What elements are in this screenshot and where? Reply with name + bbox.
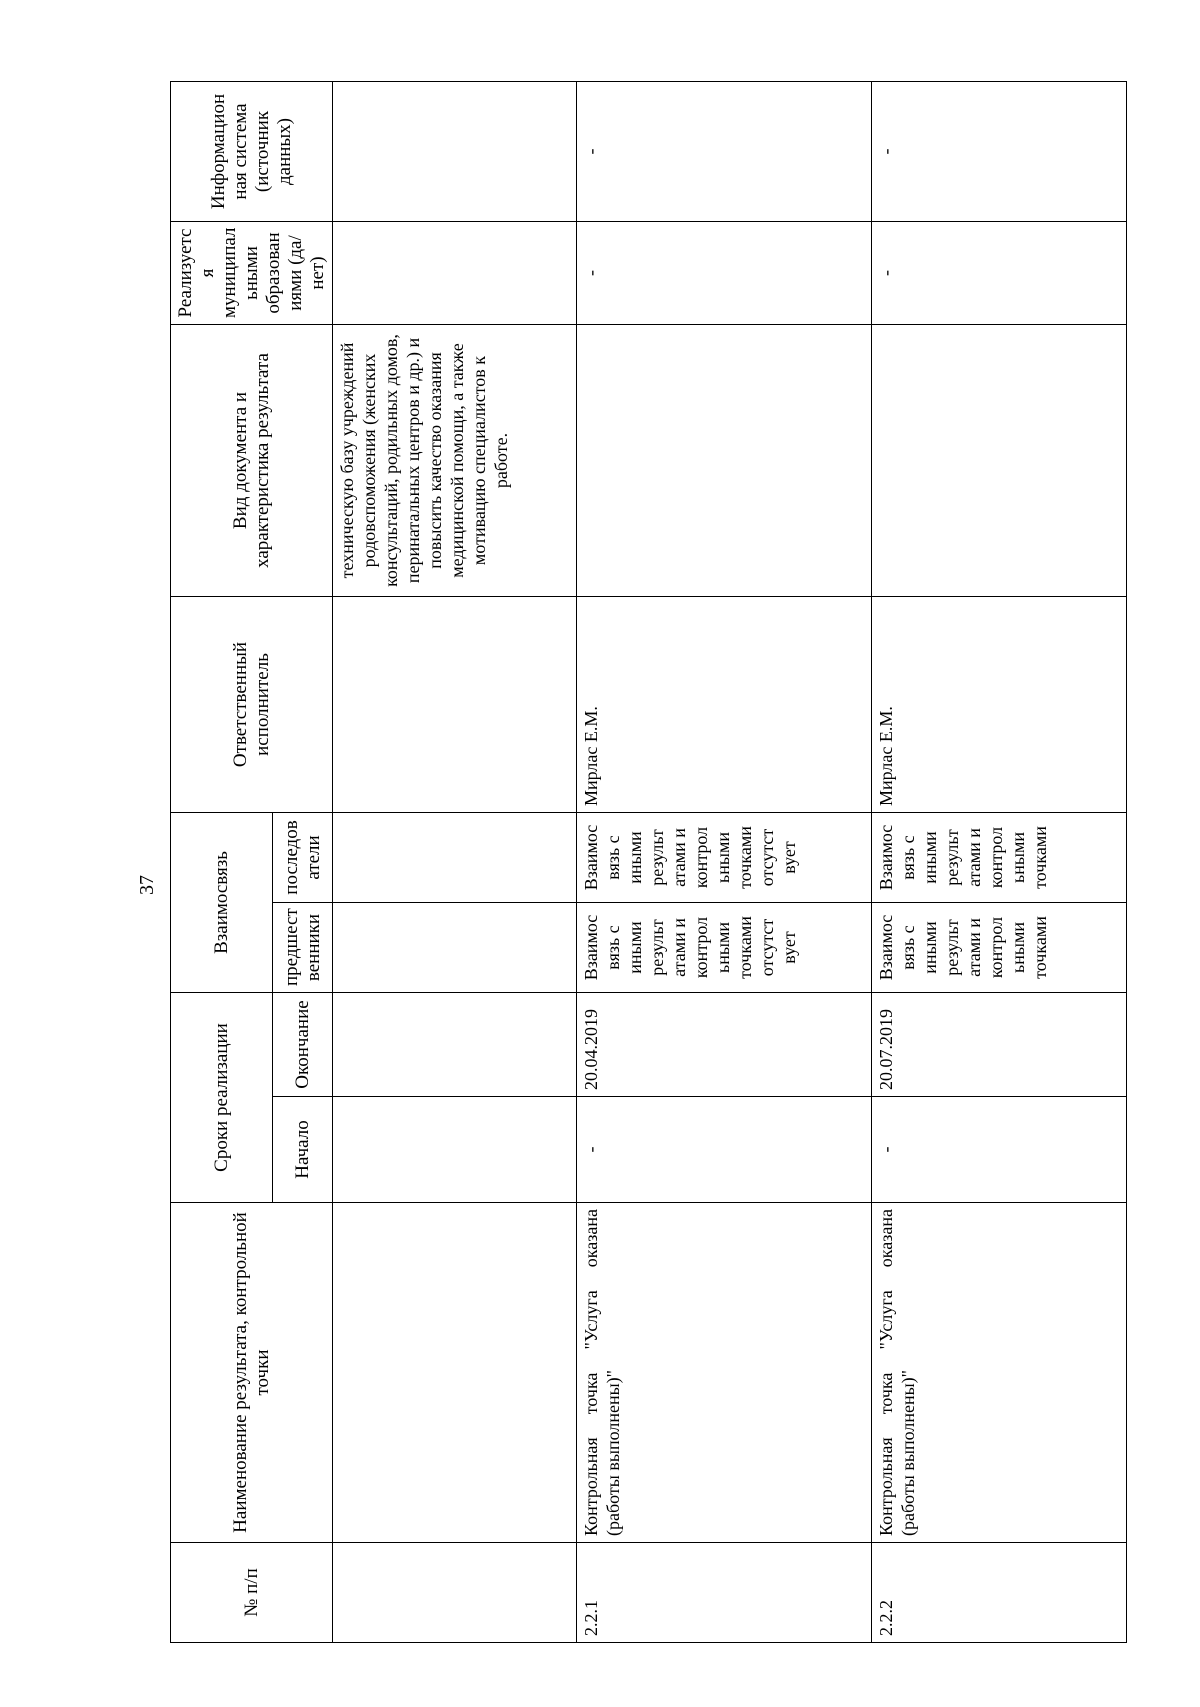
header-info-system: Информацион ная система (источник данных) <box>171 82 333 222</box>
table-row <box>577 82 872 1643</box>
cell-municipal: - <box>577 222 872 325</box>
header-num: № п/п <box>171 1543 333 1643</box>
header-relation: Взаимосвязь <box>171 813 273 993</box>
cell-end: 20.04.2019 <box>577 993 872 1097</box>
header-name: Наименование результата, контрольной точки <box>171 1203 333 1543</box>
cell-successors: Взаимос вязь с иными результ атами и контрол ьными точками отсутст вует <box>577 813 872 903</box>
plan-table <box>170 81 1127 1643</box>
cell-predecessors: Взаимос вязь с иными результ атами и контрол ьными точками <box>872 903 1127 993</box>
cell-responsible: Мирлас Е.М. <box>872 597 1127 813</box>
table-row <box>333 82 577 1643</box>
rotated-table-container <box>170 82 1126 1643</box>
cell-responsible <box>333 597 577 813</box>
header-doc-type: Вид документа и характеристика результата <box>171 325 333 597</box>
cell-end <box>333 993 577 1097</box>
cell-start <box>333 1097 577 1203</box>
table-row <box>872 82 1127 1643</box>
cell-start: - <box>872 1097 1127 1203</box>
cell-info-system <box>333 82 577 222</box>
cell-info-system: - <box>577 82 872 222</box>
cell-municipal: - <box>872 222 1127 325</box>
header-start: Начало <box>273 1097 333 1203</box>
cell-end: 20.07.2019 <box>872 993 1127 1097</box>
cell-num: 2.2.1 <box>577 1543 872 1643</box>
cell-info-system: - <box>872 82 1127 222</box>
cell-successors <box>333 813 577 903</box>
header-responsible: Ответственный исполнитель <box>171 597 333 813</box>
cell-start: - <box>577 1097 872 1203</box>
cell-name <box>333 1203 577 1543</box>
cell-predecessors: Взаимос вязь с иными результ атами и контрол ьными точками отсутст вует <box>577 903 872 993</box>
cell-successors: Взаимос вязь с иными результ атами и контрол ьными точками <box>872 813 1127 903</box>
cell-num: 2.2.2 <box>872 1543 1127 1643</box>
cell-responsible: Мирлас Е.М. <box>577 597 872 813</box>
cell-doc-type <box>872 325 1127 597</box>
page-number: 37 <box>136 875 158 895</box>
cell-predecessors <box>333 903 577 993</box>
cell-name: Контрольная точка "Услуга оказана (работы выполнены)" <box>872 1203 1127 1543</box>
cell-doc-type <box>577 325 872 597</box>
cell-num <box>333 1543 577 1643</box>
header-successors: последов атели <box>273 813 333 903</box>
cell-municipal <box>333 222 577 325</box>
cell-doc-type: техническую базу учреждений родовспоможения (женских консультаций, родильных домов, перинатальных центров и др.) и повысить качество оказания медицинской помощи, а также мотивацию специалистов к работе. <box>333 325 577 597</box>
header-terms: Сроки реализации <box>171 993 273 1203</box>
header-predecessors: предшест венники <box>273 903 333 993</box>
header-end: Окончание <box>273 993 333 1097</box>
cell-name: Контрольная точка "Услуга оказана (работы выполнены)" <box>577 1203 872 1543</box>
header-municipal: Реализуетс я муниципал ьными образован иями (да/нет) <box>171 222 333 325</box>
